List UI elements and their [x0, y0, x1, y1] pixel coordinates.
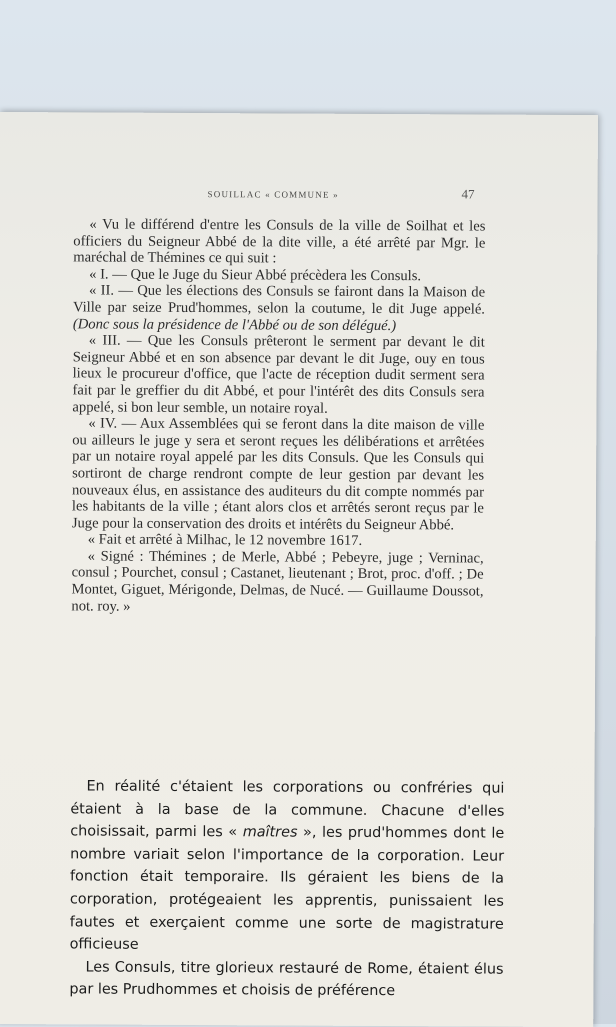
- body-paragraph-1: [70, 775, 505, 958]
- body-text: [69, 775, 504, 1003]
- quote-signatures: « Signé : Thémines ; de Merle, Abbé ; Pebeyre, juge ; Verninac, consul ; Pourchet, consul ; Castanet, lieutenant ; Brot, proc. d'off. ; De Montet, Giguet, Mérigonde, Delmas, de Nucé. — Guillaume Doussot, not. roy. »: [71, 548, 484, 615]
- body-paragraph-1-italic: maîtres: [242, 824, 298, 841]
- quote-article-3: « III. — Que les Consuls prêteront le serment par devant le dit Seigneur Abbé et en son absence par devant le dit Juge, ouy en tous lieux le procureur d'office, que l'acte de réception dudit serment sera fait par le greffier du dit Abbé, et pour l'intérêt des dits Consuls sera appelé, si bon leur semble, un notaire royal.: [72, 332, 485, 417]
- body-paragraph-1-a: En réalité c'étaient les corporations ou confréries qui étaient à la base de la commune. Chacune d'elles choisissait, parmi les «: [70, 778, 505, 841]
- body-paragraph-2: Les Consuls, titre glorieux restauré de Rome, étaient élus par les Prudhommes et choisis de préférence: [69, 959, 504, 1000]
- quote-date: « Fait et arrêté à Milhac, le 12 novembre 1617.: [87, 531, 363, 550]
- quote-article-2: [73, 283, 485, 335]
- running-head: SOUILLAC « COMMUNE »: [207, 189, 339, 200]
- book-page: [0, 112, 598, 1027]
- quote-article-2-note: (Donc sous la présidence de l'Abbé ou de son délégué.): [72, 315, 397, 334]
- quote-article-4: « IV. — Aux Assemblées qui se feront dans la dite maison de ville ou ailleurs le juge y sera et seront reçues les délibérations et arrêtées par un notaire royal appelé par les dits Consuls. Que les Consuls qui sortiront de charge rendront compte de leur gestion par devant les nouveaux élus, en assistance des auditeurs du dit compte nommés par les habitants de la ville ; étant alors clos et arrêtés seront reçus par le Juge pour la conservation des droits et intérêts du Seigneur Abbé.: [71, 415, 485, 534]
- body-paragraph-1-b: », les prud'hommes dont le nombre variait selon l'importance de la corporation. Leur fonction était temporaire. Ils géraient les biens de la corporation, protégeaient les apprentis, punissaient les fautes et exerçaient comme une sorte de magistrature officieuse: [69, 824, 505, 953]
- page-number: 47: [461, 186, 475, 202]
- quote-article-1: « I. — Que le Juge du Sieur Abbé précèdera les Consuls.: [89, 266, 422, 284]
- quote-article-2-text: « II. — Que les élections des Consuls se fairont dans la Maison de Ville par seize Prud'hommes, selon la coutume, le dit Juge appelé.: [72, 282, 486, 318]
- quoted-decree: [71, 216, 485, 616]
- quote-paragraph-intro: « Vu le différend d'entre les Consuls de la ville de Soilhat et les officiers du Seigneur Abbé de la dite ville, a été arrêté par Mgr. le maréchal de Thémines ce qui suit :: [73, 216, 486, 267]
